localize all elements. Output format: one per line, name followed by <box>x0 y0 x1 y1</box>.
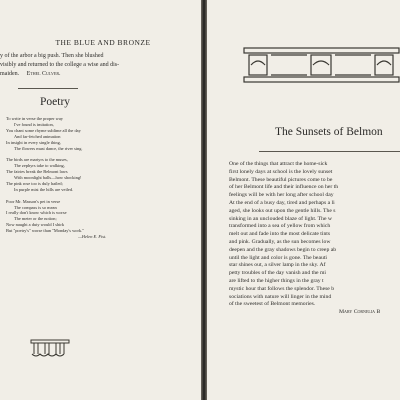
poem-line: In insight in every single thing, <box>6 139 61 145</box>
poem <box>6 116 106 240</box>
running-head: THE BLUE AND BRONZE <box>55 38 151 47</box>
body-line: One of the things that attract the home-sick <box>229 161 328 167</box>
body-line: aged, she looks out upon the gentle hills. The s <box>229 207 336 214</box>
closing-signature: Ethel Culver. <box>26 71 61 77</box>
body-line: mystic hour that follows the splendor. These b <box>229 285 335 292</box>
poem-line: The birds are martyrs to the muses, <box>6 157 68 163</box>
closing-line: visibly and returned to the college a wise and dis- <box>0 62 120 68</box>
right-page <box>207 0 400 400</box>
body-line: sociations with nature will linger in the mind <box>229 293 332 300</box>
body-line: At the end of a busy day, tired and perhaps a li <box>229 199 335 206</box>
body-line: are lifted to the higher things in the gray t <box>229 277 324 284</box>
body-line: of the sweetest of Belmont memories. <box>229 301 316 308</box>
poem-line: In purple mist the hills are veiled. <box>14 186 74 192</box>
poem-line: But "poetry's" worse than "Monday's work." <box>6 228 85 234</box>
poem-line: The fairies break the Belmont laws <box>6 169 68 175</box>
poem-title: Poetry <box>40 96 71 108</box>
body-line: melt out and fade into the most delicate tints <box>229 231 331 238</box>
body-line: sinking in an unclouded blaze of light. The w <box>229 215 333 222</box>
poem-line: You chant some rhyme sublime all the day <box>6 127 81 133</box>
body-line: deepen and the gray shadows begin to creep ab <box>229 246 337 253</box>
poem-line: And far-fetched animation <box>14 133 61 139</box>
article-signature: Mary Cornelia B <box>339 309 381 316</box>
poem-line: The zephyrs take to walking, <box>14 163 65 169</box>
poem-line: The compass is so mean <box>14 204 57 210</box>
poem-line: I've found is imitation, <box>14 121 54 127</box>
body-line: star shines out, a silver lamp in the sky. Af <box>229 262 326 269</box>
section-divider <box>18 88 78 89</box>
poem-line: The meter or the notion; <box>14 216 57 222</box>
poem-line: With moonlight balls—how shocking! <box>14 175 82 181</box>
closing-line: y of the arbor a big push. Then she blushed <box>0 53 104 59</box>
poem-attribution: —Helen E. Fist. <box>78 234 107 240</box>
poem-line: Poor Mr. Masson's pet in verse <box>6 198 61 204</box>
closing-line <box>0 70 196 79</box>
article-title: The Sunsets of Belmon <box>275 126 383 138</box>
body-line: until the light and color is gone. The beauti <box>229 254 327 261</box>
body-line: first lonely days at school is the lovely sunset <box>229 168 333 175</box>
body-line: petty troubles of the day vanish and the mi <box>229 270 326 277</box>
article-body <box>229 161 380 317</box>
closing-line-text: maiden. <box>0 71 20 77</box>
body-line: of her Belmont life and their influence on her th <box>229 184 339 191</box>
poem-line: The pink rose too is duly hailed; <box>6 180 63 186</box>
body-line: Belmont. These beautiful pictures come to be <box>229 176 333 183</box>
title-rule <box>259 151 400 152</box>
poem-line: To write in verse the proper way <box>6 116 63 121</box>
column-ornament-icon <box>30 338 70 360</box>
body-line: and pink. Gradually, as the sun becomes low <box>229 238 331 245</box>
body-line: transformed into a sea of yellow from which <box>229 223 331 230</box>
colonnade-ornament-icon <box>243 46 400 84</box>
poem-line: Now naught a duty would I shirk <box>6 222 65 228</box>
body-line: feelings will be with her long after school day <box>229 192 334 199</box>
poem-line: The flowers must dance, the river sing. <box>14 145 83 151</box>
previous-story-ending <box>0 52 196 79</box>
poem-line: I really don't know which is worse <box>6 210 67 216</box>
